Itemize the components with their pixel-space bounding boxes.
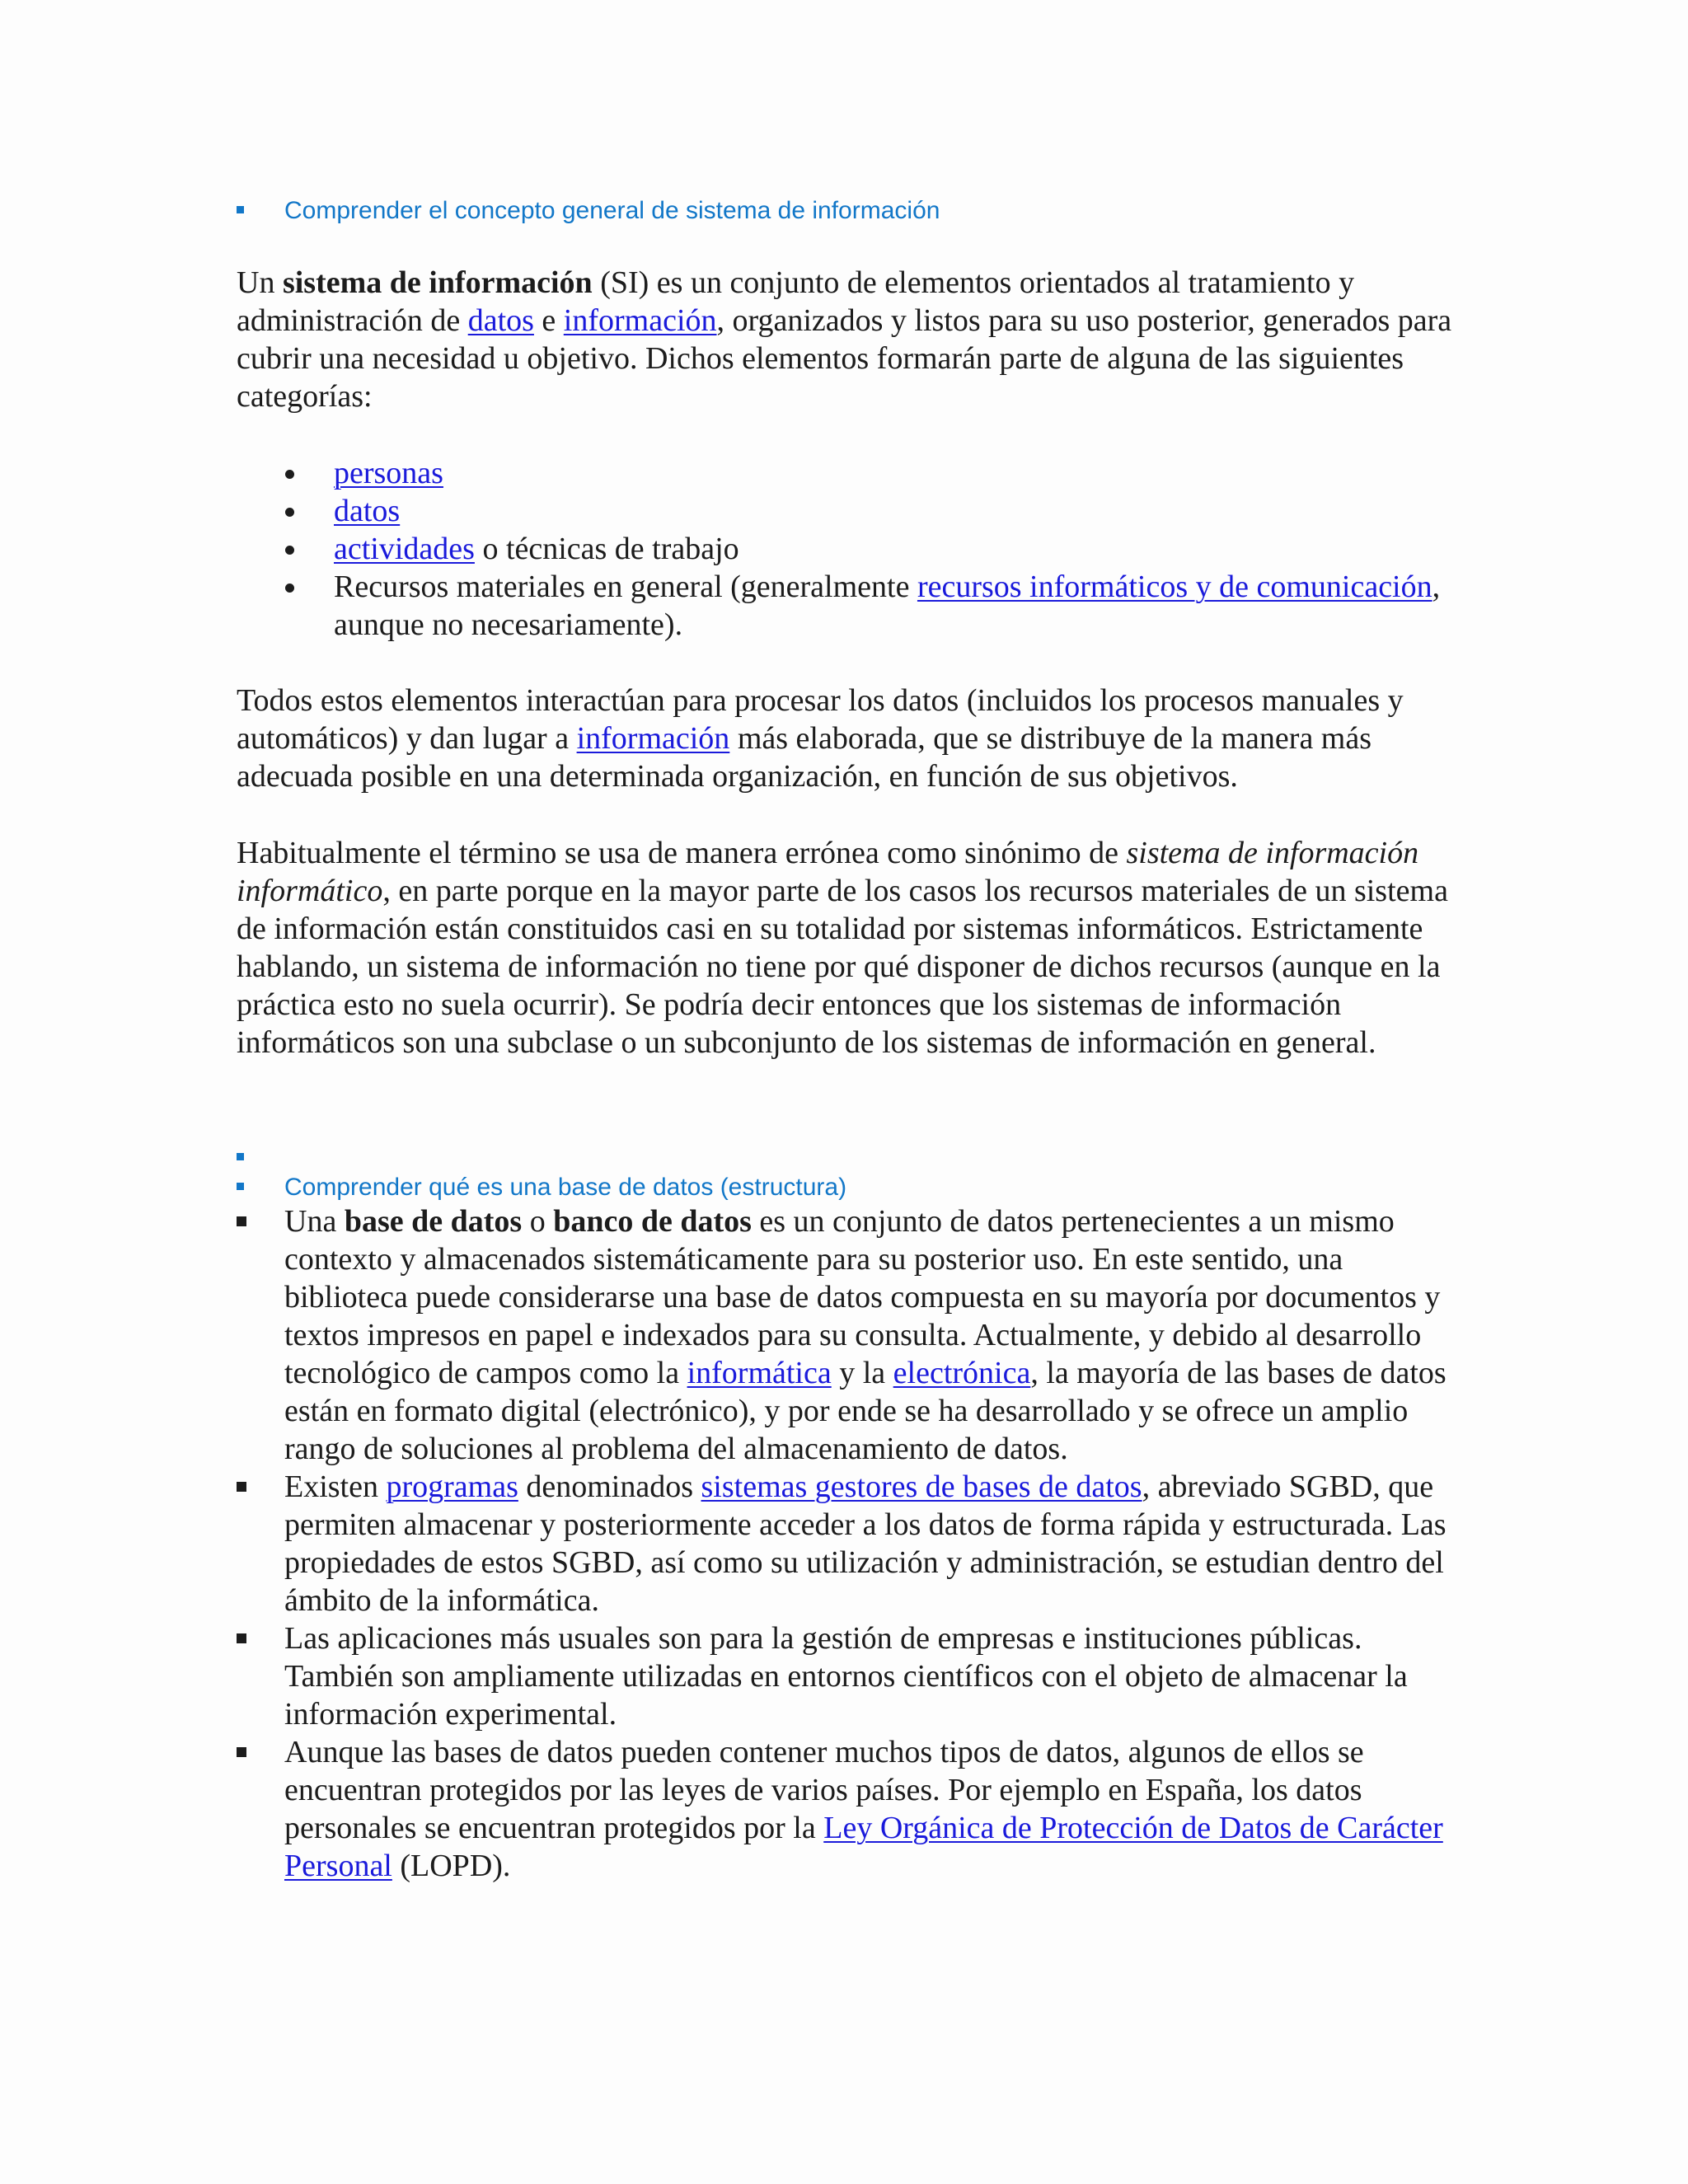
link-personas[interactable]: personas [334, 456, 443, 490]
bullet-icon [285, 470, 294, 479]
square-bullet-icon [237, 1747, 246, 1757]
square-bullet-icon [237, 1216, 246, 1226]
list-item [237, 454, 1473, 492]
list-item [237, 492, 1473, 530]
square-bullet-icon [237, 1153, 244, 1160]
square-bullet-icon [237, 206, 244, 213]
document-page: Comprender el concepto general de sistema de información Un sistema de información (SI) es un conjunto de elementos orientados al tratamiento y administración de datos e información, organizados y listos para su uso posterior, generados para cubrir una necesidad u objetivo. Dichos elementos formarán parte de alguna de las siguientes categorías: personas datos actividades o técnicas de trabajo Recursos materiales en general (generalmente recursos informáticos y de comunicación, aunque no necesariamente). Todos estos elementos interactúan para procesar los datos (incluidos los procesos manuales y automáticos) y dan lugar a información más elaborada, que se distribuye de la manera más adecuada posible en una determinada organización, en función de sus objetivos. Habitualmente el término se usa de manera errónea como sinónimo de sistema de información informático, en parte porque en la mayor parte de los casos los recursos materiales de un sistema de información están constituidos casi en su totalidad por sistemas informáticos. Estrictamente hablando, un sistema de información no tiene por qué disponer de dichos recursos (aunque en la práctica esto no suela ocurrir). Se podría decir entonces que los sistemas de información informáticos son una subclase o un subconjunto de los sistemas de información en general. Comprender qué es una base de datos (estructura) Una base de datos o banco de datos es un conjunto de datos pertenecientes a un mismo contexto y almacenados sistemáticamente para su posterior uso. En este sentido, una biblioteca puede considerarse una base de datos compuesta en su mayoría por documentos y textos impresos en papel e indexados para su consulta. Actualmente, y debido al desarrollo tecnológico de campos como la informática y la electrónica, la mayoría de las bases de datos están en formato digital (electrónico), y por ende se ha desarrollado y se ofrece un amplio rango de soluciones al problema del almacenamiento de datos. Existen programas denominados sistemas gestores de bases de datos, abreviado SGBD, que permiten almacenar y posteriormente acceder a los datos de forma rápida y estructurada. Las propiedades de estos SGBD, así como su utilización y administración, se estudian dentro del ámbito de la informática. Las aplicaciones más usuales son para la gestión de empresas e instituciones públicas. También son ampliamente utilizadas en entornos científicos con el objeto de almacenar la información experimental. Aunque las bases de datos pueden contener muchos tipos de datos, algunos de ellos se encuentran protegidos por las leyes de varios países. Por ejemplo en España, los datos personales se encuentran protegidos por la Ley Orgánica de Protección de Datos de Carácter Personal (LOPD). [0, 0, 1688, 2184]
paragraph-usage-note: Habitualmente el término se usa de manera errónea como sinónimo de sistema de información informático, en parte porque en la mayor parte de los casos los recursos materiales de un sistema de información están constituidos casi en su totalidad por sistemas informáticos. Estrictamente hablando, un sistema de información no tiene por qué disponer de dichos recursos (aunque en la práctica esto no suela ocurrir). Se podría decir entonces que los sistemas de información informáticos son una subclase o un subconjunto de los sistemas de información en general. [237, 836, 1448, 1060]
link-informacion[interactable]: información [563, 303, 717, 338]
square-bullet-icon [237, 1633, 246, 1643]
italic-term: sistema de información informático [237, 836, 1419, 908]
intro-paragraph: Un sistema de información (SI) es un conjunto de elementos orientados al tratamiento y administración de datos e información, organizados y listos para su uso posterior, generados para cubrir una necesidad u objetivo. Dichos elementos formarán parte de alguna de las siguientes categorías: [237, 265, 1452, 414]
link-programas[interactable]: programas [386, 1469, 518, 1504]
link-informacion-2[interactable]: información [576, 721, 730, 756]
bullet-icon [285, 583, 294, 593]
bullet-icon [285, 546, 294, 555]
list-item: Existen programas denominados sistemas gestores de bases de datos, abreviado SGBD, que permiten almacenar y posteriormente acceder a los datos de forma rápida y estructurada. Las propiedades de estos SGBD, así como su utilización y administración, se estudian dentro del ámbito de la informática. [237, 1468, 1473, 1619]
link-informatica[interactable]: informática [687, 1356, 832, 1390]
link-recursos-informaticos[interactable]: recursos informáticos y de comunicación [917, 569, 1432, 604]
link-electronica[interactable]: electrónica [893, 1356, 1031, 1390]
list-item: Recursos materiales en general (generalmente recursos informáticos y de comunicación, aunque no necesariamente). [237, 568, 1473, 644]
list-item: actividades o técnicas de trabajo [237, 530, 1473, 568]
link-actividades[interactable]: actividades [334, 532, 475, 566]
categories-list [237, 454, 1473, 644]
square-bullet-icon [237, 1183, 244, 1190]
paragraph-elements-interact: Todos estos elementos interactúan para procesar los datos (incluidos los procesos manuales y automáticos) y dan lugar a información más elaborada, que se distribuye de la manera más adecuada posible en una determinada organización, en función de sus objetivos. [237, 683, 1404, 794]
list-item: Las aplicaciones más usuales son para la gestión de empresas e instituciones públicas. También son ampliamente utilizadas en entornos científicos con el objeto de almacenar la información experimental. [237, 1619, 1473, 1733]
database-list [237, 1202, 1473, 1885]
bold-term: sistema de información [282, 265, 593, 300]
square-bullet-icon [237, 1482, 246, 1492]
list-item: Aunque las bases de datos pueden contener muchos tipos de datos, algunos de ellos se encuentran protegidos por las leyes de varios países. Por ejemplo en España, los datos personales se encuentran protegidos por la Ley Orgánica de Protección de Datos de Carácter Personal (LOPD). [237, 1733, 1473, 1885]
link-datos[interactable]: datos [467, 303, 534, 338]
link-datos-list[interactable]: datos [334, 494, 401, 528]
bullet-icon [285, 508, 294, 517]
link-lopd[interactable]: Ley Orgánica de Protección de Datos de Carácter Personal [284, 1811, 1443, 1883]
list-item: Una base de datos o banco de datos es un conjunto de datos pertenecientes a un mismo contexto y almacenados sistemáticamente para su posterior uso. En este sentido, una biblioteca puede considerarse una base de datos compuesta en su mayoría por documentos y textos impresos en papel e indexados para su consulta. Actualmente, y debido al desarrollo tecnológico de campos como la informática y la electrónica, la mayoría de las bases de datos están en formato digital (electrónico), y por ende se ha desarrollado y se ofrece un amplio rango de soluciones al problema del almacenamiento de datos. [237, 1202, 1473, 1468]
link-sgbd[interactable]: sistemas gestores de bases de datos [701, 1469, 1142, 1504]
